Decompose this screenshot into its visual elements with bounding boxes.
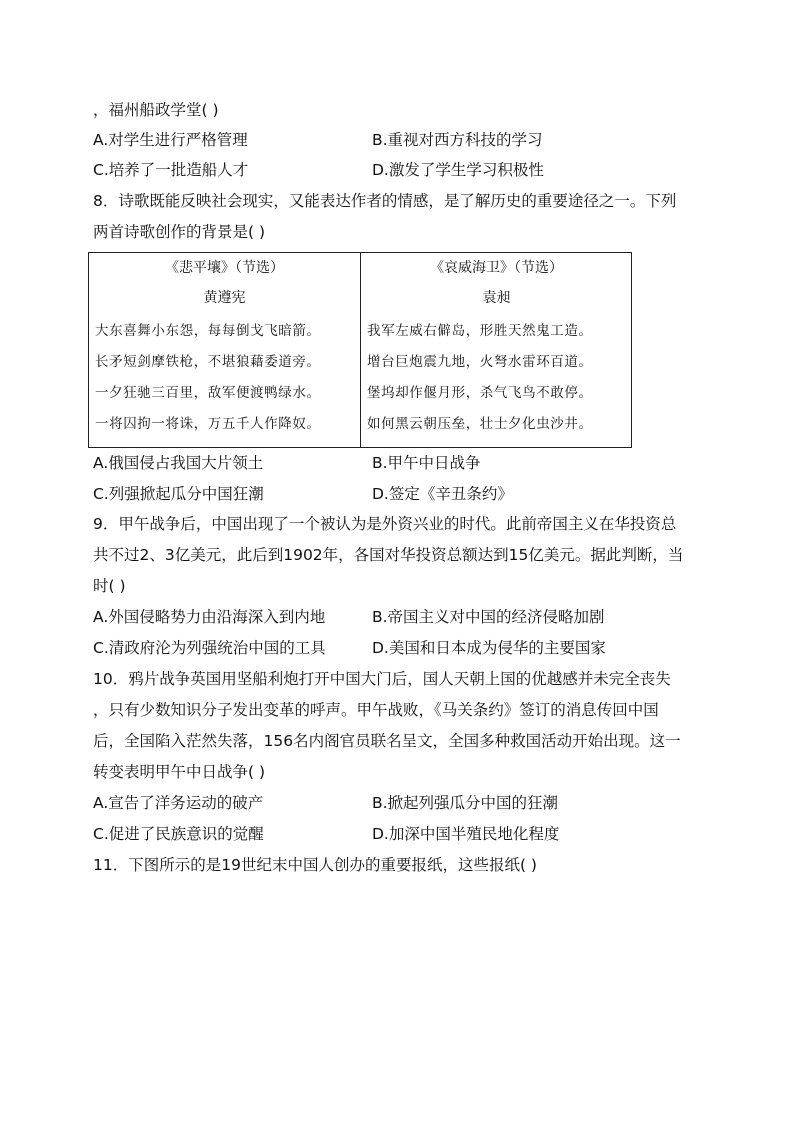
q8-stem-line1: 8．诗歌既能反映社会现实，又能表达作者的情感，是了解历史的重要途径之一。下列 [93,192,677,210]
q11-stem-line1: 11．下图所示的是19世纪末中国人创办的重要报纸，这些报纸( ) [93,856,537,874]
poem-left-author: 黄遵宪 [203,290,246,306]
poem-left-line: 一夕狂驰三百里，敌军便渡鸭绿水。 [95,385,321,401]
q10-stem-line3: 后，全国陷入茫然失落，156名内阁官员联名呈文，全国多种救国活动开始出现。这一 [93,732,681,750]
q10-option-c[interactable]: C.促进了民族意识的觉醒 [93,825,264,843]
poem-right-author: 袁昶 [482,290,511,306]
poem-right [361,253,632,447]
q9-option-b[interactable]: B.帝国主义对中国的经济侵略加剧 [372,608,605,626]
poem-right-line: 堡坞却作偃月形，杀气飞鸟不敢停。 [367,385,593,401]
q8-option-a[interactable]: A.俄国侵占我国大片领土 [93,454,264,472]
q7-option-c[interactable]: C.培养了一批造船人才 [93,161,249,179]
poem-table [88,252,632,448]
poem-left-line: 长矛短剑摩铁枪，不堪狼藉委道旁。 [95,354,321,370]
poem-right-title: 《哀威海卫》（节选） [430,260,563,276]
q10-option-d[interactable]: D.加深中国半殖民地化程度 [372,825,560,843]
q8-stem-line2: 两首诗歌创作的背景是( ) [93,223,266,241]
q9-stem-line1: 9．甲午战争后，中国出现了一个被认为是外资兴业的时代。此前帝国主义在华投资总 [93,515,677,533]
q7-option-b[interactable]: B.重视对西方科技的学习 [372,131,543,149]
poem-right-line: 如何黑云朝压垒，壮士夕化虫沙井。 [367,416,593,432]
poem-right-line: 增台巨炮震九地，火弩水雷环百道。 [367,354,593,370]
q9-option-a[interactable]: A.外国侵略势力由沿海深入到内地 [93,608,326,626]
q10-stem-line2: ，只有少数知识分子发出变革的呼声。甲午战败，《马关条约》签订的消息传回中国 [93,701,659,719]
q10-stem-line1: 10．鸦片战争英国用坚船利炮打开中国大门后，国人天朝上国的优越感并未完全丧失 [93,670,671,688]
q10-stem-line4: 转变表明甲午中日战争( ) [93,763,266,781]
q8-option-c[interactable]: C.列强掀起瓜分中国狂潮 [93,485,264,503]
q10-option-b[interactable]: B.掀起列强瓜分中国的狂潮 [372,794,559,812]
q7-stem-tail: ，福州船政学堂( ) [93,101,219,119]
q9-option-d[interactable]: D.美国和日本成为侵华的主要国家 [372,639,606,657]
q8-option-d[interactable]: D.签定《辛丑条约》 [372,485,513,503]
q9-stem-line2: 共不过2、3亿美元，此后到1902年，各国对华投资总额达到15亿美元。据此判断，当 [93,546,684,564]
q7-option-d[interactable]: D.激发了学生学习积极性 [372,161,544,179]
q7-option-a[interactable]: A.对学生进行严格管理 [93,131,248,149]
poem-right-line: 我军左威右僻岛，形胜天然鬼工造。 [367,323,593,339]
poem-left-line: 一将囚拘一将诛，万五千人作降奴。 [95,416,321,432]
poem-left-line: 大东喜舞小东怨，每每倒戈飞暗箭。 [95,323,321,339]
q10-option-a[interactable]: A.宣告了洋务运动的破产 [93,794,264,812]
q9-option-c[interactable]: C.清政府沦为列强统治中国的工具 [93,639,326,657]
q8-option-b[interactable]: B.甲午中日战争 [372,454,481,472]
q9-stem-line3: 时( ) [93,577,126,595]
poem-left [89,253,360,447]
poem-left-title: 《悲平壤》（节选） [165,260,284,276]
